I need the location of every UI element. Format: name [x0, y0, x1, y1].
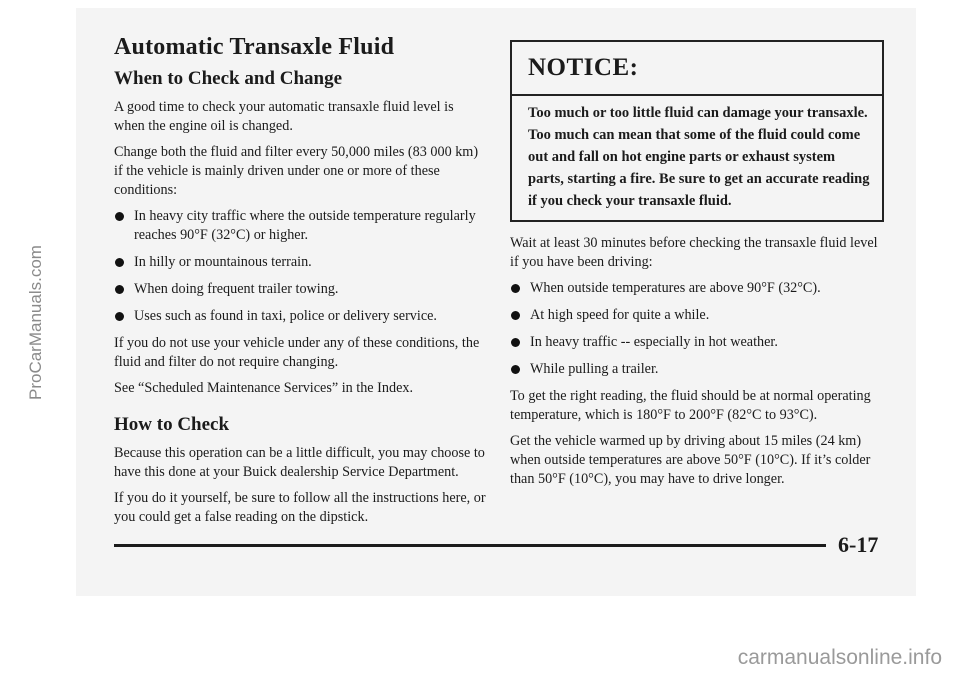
bullet-icon	[115, 285, 124, 294]
paragraph: Get the vehicle warmed up by driving about 15 miles (24 km) when outside temperatures are above 50°F (10°C). If it’s colder than 50°F (10°C), you may have to drive longer.	[510, 433, 871, 487]
section-heading-when: When to Check and Change	[114, 68, 343, 89]
notice-header	[512, 42, 882, 96]
page-title: Automatic Transaxle Fluid	[114, 34, 395, 60]
left-column	[114, 34, 486, 534]
footer-rule	[114, 544, 826, 547]
right-column	[510, 40, 884, 496]
paragraph: Because this operation can be a little difficult, you may choose to have this done at your Buick dealership Service Department.	[114, 445, 485, 480]
list-item: While pulling a trailer.	[510, 360, 884, 379]
paragraph: If you do not use your vehicle under any of these conditions, the fluid and filter do not require changing.	[114, 335, 480, 370]
driving-list	[510, 279, 884, 379]
notice-box	[510, 40, 884, 222]
paragraph: A good time to check your automatic transaxle fluid level is when the engine oil is changed.	[114, 99, 454, 134]
paragraph: Wait at least 30 minutes before checking the transaxle fluid level if you have been driving:	[510, 235, 878, 270]
bottom-watermark: carmanualsonline.info	[737, 646, 942, 669]
bullet-icon	[115, 312, 124, 321]
page-number: 6-17	[838, 532, 879, 557]
list-item: At high speed for quite a while.	[510, 306, 884, 325]
paragraph: To get the right reading, the fluid should be at normal operating temperature, which is 180°F to 200°F (82°C to 93°C).	[510, 388, 871, 423]
notice-title: NOTICE:	[528, 54, 639, 81]
paragraph: See “Scheduled Maintenance Services” in the Index.	[114, 380, 414, 396]
list-item: When doing frequent trailer towing.	[114, 280, 486, 299]
section-heading-how: How to Check	[114, 414, 230, 435]
conditions-list	[114, 207, 486, 326]
list-item: In heavy traffic -- especially in hot weather.	[510, 333, 884, 352]
bullet-icon	[115, 212, 124, 221]
list-item: In heavy city traffic where the outside temperature regularly reaches 90°F (32°C) or higher.	[114, 207, 486, 245]
side-watermark: ProCarManuals.com	[26, 245, 45, 400]
bullet-icon	[511, 365, 520, 374]
bullet-icon	[511, 338, 520, 347]
bullet-icon	[511, 311, 520, 320]
list-item: In hilly or mountainous terrain.	[114, 253, 486, 272]
bullet-icon	[115, 258, 124, 267]
list-item: Uses such as found in taxi, police or delivery service.	[114, 307, 486, 326]
notice-body: Too much or too little fluid can damage your transaxle. Too much can mean that some of the fluid could come out and fall on hot engine parts or exhaust system parts, starting a fire. Be sure to get an accurate reading if you check your transaxle fluid.	[528, 105, 870, 209]
bullet-icon	[511, 284, 520, 293]
paragraph: Change both the fluid and filter every 50,000 miles (83 000 km) if the vehicle is mainly driven under one or more of these conditions:	[114, 144, 479, 198]
paragraph: If you do it yourself, be sure to follow all the instructions here, or you could get a false reading on the dipstick.	[114, 490, 486, 525]
list-item: When outside temperatures are above 90°F (32°C).	[510, 279, 884, 298]
